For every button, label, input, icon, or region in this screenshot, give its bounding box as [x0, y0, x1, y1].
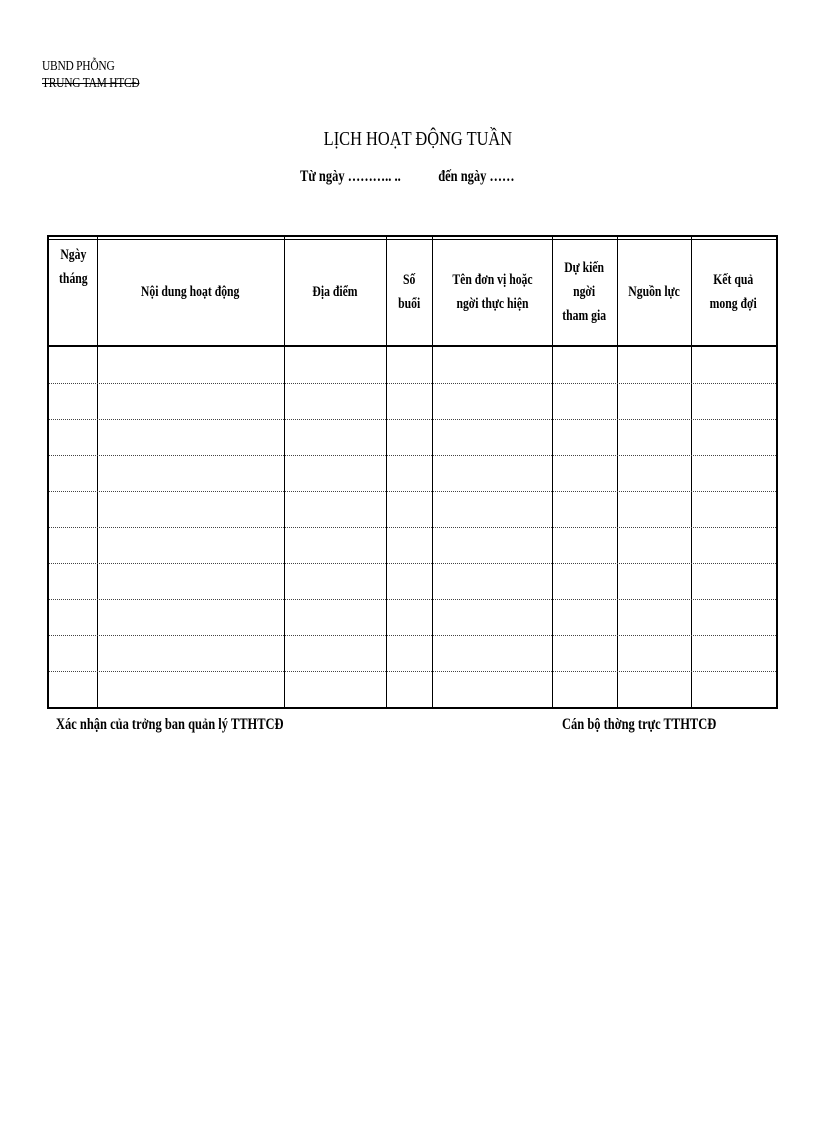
- table-cell: [386, 455, 432, 491]
- table-row: [49, 455, 776, 456]
- col-header-content-label: Nội dung hoạt động: [141, 284, 240, 300]
- table-cell: [97, 455, 284, 491]
- table-cell: [284, 491, 386, 527]
- table-cell: [552, 455, 617, 491]
- table-cell: [49, 419, 97, 455]
- table-cell: [284, 383, 386, 419]
- table-row: [49, 635, 776, 636]
- table-row: [49, 563, 776, 564]
- table-cell: [284, 599, 386, 635]
- table-cell: [386, 419, 432, 455]
- table-cell: [691, 527, 776, 563]
- col-header-unit: [432, 239, 552, 345]
- table-cell: [552, 419, 617, 455]
- table-cell: [284, 455, 386, 491]
- col-header-unit-label: Tên đơn vị hoặc ngời thực hiện: [451, 272, 533, 312]
- table-cell: [386, 599, 432, 635]
- table-cell: [49, 455, 97, 491]
- table-cell: [386, 491, 432, 527]
- date-from: Từ ngày ……….. ..: [300, 168, 401, 185]
- table-cell: [552, 383, 617, 419]
- table-cell: [386, 635, 432, 671]
- table-cell: [617, 563, 691, 599]
- table-cell: [432, 599, 552, 635]
- table-cell: [617, 455, 691, 491]
- table-cell: [49, 491, 97, 527]
- table-cell: [432, 455, 552, 491]
- col-header-resources: [617, 239, 691, 345]
- activity-table: [47, 235, 778, 709]
- col-header-participants: [552, 239, 617, 345]
- table-cell: [97, 491, 284, 527]
- col-header-date-label: Ngày tháng: [58, 247, 88, 287]
- table-cell: [617, 419, 691, 455]
- right-signature-label: Cán bộ thờng trực TTHTCĐ: [562, 716, 717, 733]
- col-header-expected-result: [691, 239, 776, 345]
- table-cell: [284, 563, 386, 599]
- table-cell: [691, 383, 776, 419]
- table-cell: [617, 347, 691, 383]
- table-cell: [97, 599, 284, 635]
- table-row: [49, 599, 776, 600]
- table-cell: [617, 635, 691, 671]
- col-header-content: [97, 239, 284, 345]
- table-cell: [386, 563, 432, 599]
- table-row: [49, 383, 776, 384]
- table-cell: [617, 491, 691, 527]
- col-header-participants-label: Dự kiến ngời tham gia: [562, 260, 607, 324]
- table-cell: [97, 671, 284, 707]
- date-range: [300, 168, 514, 186]
- table-cell: [432, 671, 552, 707]
- table-cell: [552, 635, 617, 671]
- table-cell: [97, 383, 284, 419]
- table-cell: [49, 599, 97, 635]
- table-cell: [49, 671, 97, 707]
- table-cell: [97, 527, 284, 563]
- table-cell: [284, 419, 386, 455]
- table-cell: [432, 563, 552, 599]
- table-cell: [386, 383, 432, 419]
- left-signature-label: Xác nhận của trởng ban quản lý TTHTCĐ: [56, 716, 284, 733]
- table-cell: [284, 527, 386, 563]
- table-cell: [97, 635, 284, 671]
- table-cell: [284, 347, 386, 383]
- table-row: [49, 527, 776, 528]
- table-cell: [97, 419, 284, 455]
- table-cell: [284, 671, 386, 707]
- table-cell: [49, 347, 97, 383]
- table-cell: [617, 383, 691, 419]
- table-cell: [49, 563, 97, 599]
- table-cell: [552, 563, 617, 599]
- table-row: [49, 671, 776, 672]
- table-cell: [432, 419, 552, 455]
- table-cell: [49, 383, 97, 419]
- table-cell: [552, 599, 617, 635]
- document-title: [0, 128, 816, 151]
- table-cell: [432, 491, 552, 527]
- table-cell: [691, 455, 776, 491]
- table-cell: [386, 671, 432, 707]
- table-cell: [552, 491, 617, 527]
- col-header-sessions-label: Số buổi: [397, 272, 421, 312]
- table-cell: [617, 527, 691, 563]
- table-cell: [691, 419, 776, 455]
- table-cell: [386, 347, 432, 383]
- table-cell: [432, 635, 552, 671]
- org-line-2: TRUNG TAM HTCĐ: [42, 76, 140, 91]
- col-header-resources-label: Nguồn lực: [628, 284, 680, 300]
- table-cell: [691, 671, 776, 707]
- table-cell: [691, 563, 776, 599]
- table-cell: [617, 599, 691, 635]
- table-cell: [617, 671, 691, 707]
- table-cell: [691, 491, 776, 527]
- col-header-expected-result-label: Kết quả mong đợi: [709, 272, 758, 312]
- table-cell: [432, 347, 552, 383]
- table-row: [49, 491, 776, 492]
- table-cell: [432, 383, 552, 419]
- organization-header: [42, 58, 139, 92]
- document-title-text: LỊCH HOẠT ĐỘNG TUẦN: [323, 128, 513, 150]
- table-cell: [552, 347, 617, 383]
- table-cell: [97, 347, 284, 383]
- table-cell: [386, 527, 432, 563]
- table-cell: [552, 671, 617, 707]
- col-header-sessions: [386, 239, 432, 345]
- table-cell: [49, 527, 97, 563]
- table-cell: [97, 563, 284, 599]
- table-cell: [691, 635, 776, 671]
- table-cell: [691, 599, 776, 635]
- col-header-date: [49, 239, 97, 345]
- table-cell: [691, 347, 776, 383]
- col-header-location: [284, 239, 386, 345]
- date-to: đến ngày ……: [438, 168, 515, 185]
- org-line-1: UBND PHỖNG: [42, 59, 115, 74]
- table-cell: [432, 527, 552, 563]
- col-header-location-label: Địa điểm: [312, 284, 358, 300]
- table-cell: [284, 635, 386, 671]
- table-row: [49, 419, 776, 420]
- table-cell: [552, 527, 617, 563]
- table-cell: [49, 635, 97, 671]
